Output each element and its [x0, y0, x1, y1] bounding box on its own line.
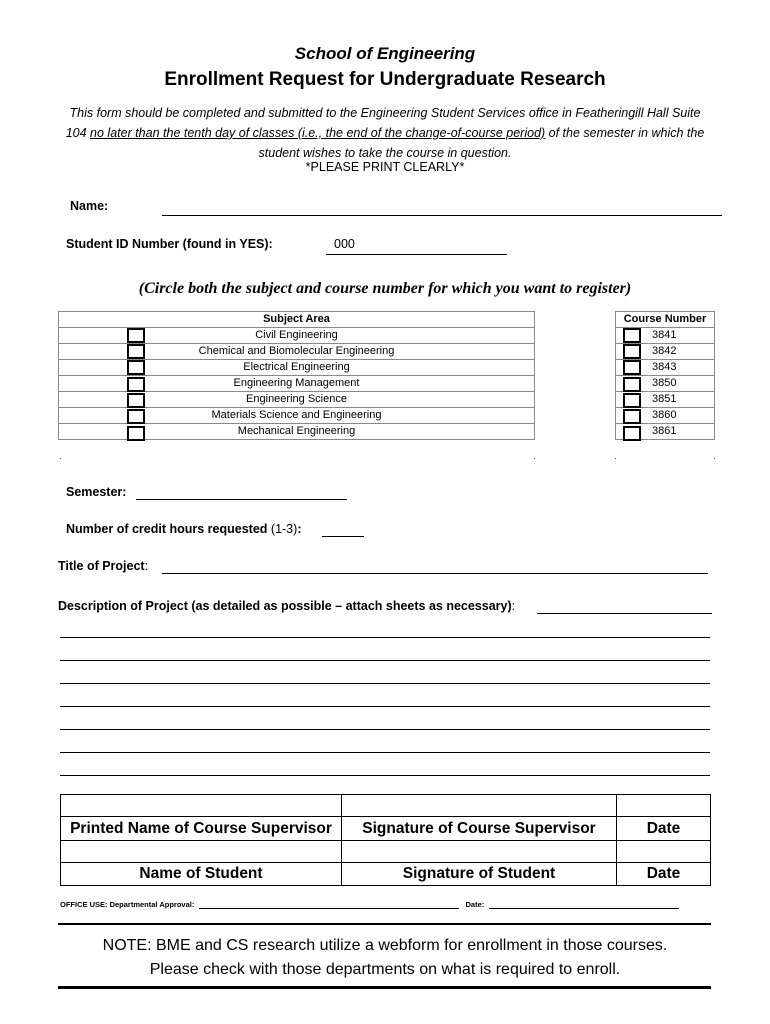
subject-checkbox[interactable] [127, 377, 145, 392]
school-name: School of Engineering [294, 44, 476, 63]
course-checkbox[interactable] [623, 393, 641, 408]
supervisor-name-caption: Printed Name of Course Supervisor [61, 817, 342, 841]
table-corner-mark [615, 458, 616, 459]
project-title-label [58, 559, 148, 573]
description-line[interactable] [60, 752, 710, 753]
description-line[interactable] [60, 729, 710, 730]
subject-checkbox[interactable] [127, 409, 145, 424]
subject-option[interactable]: Civil Engineering [59, 328, 535, 344]
supervisor-signature-field[interactable] [342, 795, 617, 817]
course-option[interactable]: 3861 [616, 424, 715, 440]
subject-option[interactable]: Chemical and Biomolecular Engineering [59, 344, 535, 360]
subject-checkbox[interactable] [127, 328, 145, 343]
student-id-field[interactable] [326, 254, 507, 255]
course-checkbox[interactable] [623, 360, 641, 375]
description-line[interactable] [60, 706, 710, 707]
intro-deadline: no later than the tenth day of classes (i.e., the end of the change-of-course period) [90, 126, 546, 140]
description-line[interactable] [60, 637, 710, 638]
office-approval-field[interactable] [199, 908, 459, 909]
description-line[interactable] [60, 683, 710, 684]
selection-instruction: (Circle both the subject and course number for which you want to register) [138, 280, 632, 297]
note-top-rule [58, 923, 711, 925]
student-signature-caption: Signature of Student [342, 863, 617, 886]
project-title-colon: : [144, 559, 149, 573]
table-corner-mark [534, 458, 535, 459]
course-option[interactable]: 3851 [616, 392, 715, 408]
subject-option[interactable]: Materials Science and Engineering [59, 408, 535, 424]
semester-label: Semester: [66, 485, 127, 499]
course-checkbox[interactable] [623, 426, 641, 441]
credit-hours-text: Number of credit hours requested [66, 522, 271, 536]
semester-field[interactable] [136, 499, 347, 500]
course-header: Course Number [616, 312, 715, 328]
table-corner-mark [60, 458, 61, 459]
project-title-text: Title of Project [58, 559, 145, 573]
student-id-label: Student ID Number (found in YES): [66, 237, 273, 251]
supervisor-date-field[interactable] [617, 795, 711, 817]
student-signature-field[interactable] [342, 841, 617, 863]
enrollment-note [0, 934, 770, 982]
course-option[interactable]: 3850 [616, 376, 715, 392]
subject-header: Subject Area [59, 312, 535, 328]
student-date-field[interactable] [617, 841, 711, 863]
subject-checkbox[interactable] [127, 426, 145, 441]
supervisor-signature-caption: Signature of Course Supervisor [342, 817, 617, 841]
student-date-caption: Date [617, 863, 711, 886]
description-label [58, 599, 515, 613]
course-checkbox[interactable] [623, 377, 641, 392]
credit-hours-colon: : [297, 522, 302, 536]
student-name-caption: Name of Student [61, 863, 342, 886]
course-option[interactable]: 3843 [616, 360, 715, 376]
course-checkbox[interactable] [623, 328, 641, 343]
table-corner-mark [714, 458, 715, 459]
credit-hours-range: (1-3) [270, 522, 298, 536]
course-checkbox[interactable] [623, 409, 641, 424]
note-line-1: NOTE: BME and CS research utilize a webform for enrollment in those courses. [102, 937, 668, 954]
office-approval-label: OFFICE USE: Departmental Approval: [60, 900, 195, 909]
intro-text-start: This form should be completed and submitted to the Engineering Student Services office in Featheringill Hall Suite 104 [65, 106, 701, 140]
subject-option[interactable]: Engineering Science [59, 392, 535, 408]
subject-checkbox[interactable] [127, 360, 145, 375]
office-use-row [60, 900, 679, 909]
note-line-2: Please check with those departments on what is required to enroll. [149, 961, 621, 978]
print-clearly-note: *PLEASE PRINT CLEARLY* [305, 160, 465, 174]
credit-hours-label [66, 522, 301, 536]
supervisor-date-caption: Date [617, 817, 711, 841]
note-bottom-rule [58, 986, 711, 989]
signature-table [60, 794, 711, 886]
course-option[interactable]: 3860 [616, 408, 715, 424]
student-name-field[interactable] [61, 841, 342, 863]
description-line[interactable] [60, 660, 710, 661]
name-field[interactable] [162, 215, 722, 216]
course-option[interactable]: 3842 [616, 344, 715, 360]
course-option[interactable]: 3841 [616, 328, 715, 344]
subject-checkbox[interactable] [127, 344, 145, 359]
form-instructions [60, 103, 710, 163]
subject-option[interactable]: Mechanical Engineering [59, 424, 535, 440]
subject-option[interactable]: Engineering Management [59, 376, 535, 392]
course-checkbox[interactable] [623, 344, 641, 359]
project-title-field[interactable] [162, 573, 708, 574]
description-colon: : [511, 599, 516, 613]
description-line[interactable] [60, 775, 710, 776]
office-date-field[interactable] [489, 908, 679, 909]
description-text: Description of Project (as detailed as possible – attach sheets as necessary) [58, 599, 512, 613]
student-id-value: 000 [334, 237, 355, 251]
supervisor-name-field[interactable] [61, 795, 342, 817]
description-field[interactable] [537, 613, 712, 614]
form-title: Enrollment Request for Undergraduate Research [164, 69, 606, 90]
subject-option[interactable]: Electrical Engineering [59, 360, 535, 376]
intro-text-end: of the semester in which the student wishes to take the course in question. [258, 126, 705, 160]
credit-hours-field[interactable] [322, 536, 364, 537]
office-date-label: Date: [465, 900, 485, 909]
subject-checkbox[interactable] [127, 393, 145, 408]
name-label: Name: [70, 199, 109, 213]
